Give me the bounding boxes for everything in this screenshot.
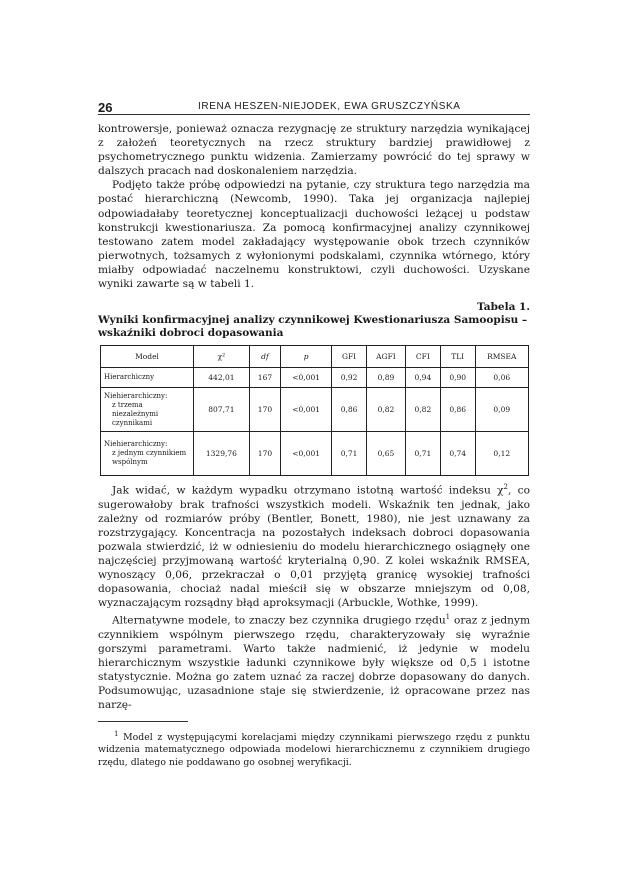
cell-gfi: 0,92 bbox=[332, 368, 367, 388]
footnote bbox=[98, 728, 530, 769]
table-header-row bbox=[101, 346, 529, 368]
paragraph-1: kontrowersje, ponieważ oznacza rezygnację ze struktury narzędzia wynikającej z założeń teoretycznych na rzecz struktury bardziej prawidłowej z psychometrycznego punktu widzenia. Zamierzamy powrócić do tej sprawy w dalszych pracach nad doskonaleniem narzędzia. bbox=[98, 123, 530, 178]
paragraph-4-start: Alternatywne modele, to znaczy bez czynnika drugiego rzędu bbox=[112, 614, 446, 627]
row-model-label bbox=[101, 432, 194, 476]
col-header-p: p bbox=[281, 346, 332, 368]
table-label: Tabela 1. bbox=[476, 301, 530, 313]
cell-tli: 0,90 bbox=[440, 368, 475, 388]
model-name: Hierarchiczny bbox=[104, 373, 155, 381]
model-name: Niehierarchiczny: bbox=[104, 391, 168, 400]
footnote-marker: 1 bbox=[114, 730, 119, 738]
cell-agfi: 0,89 bbox=[366, 368, 405, 388]
cell-rmsea: 0,06 bbox=[475, 368, 528, 388]
cell-gfi: 0,71 bbox=[332, 432, 367, 476]
body-text-top bbox=[98, 122, 530, 291]
cell-chi2: 807,71 bbox=[194, 388, 250, 432]
cell-tli: 0,86 bbox=[440, 388, 475, 432]
cell-gfi: 0,86 bbox=[332, 388, 367, 432]
row-model-label bbox=[101, 368, 194, 388]
col-header-agfi: AGFI bbox=[366, 346, 405, 368]
table-row bbox=[101, 432, 529, 476]
cell-rmsea: 0,09 bbox=[475, 388, 528, 432]
col-header-df: df bbox=[249, 346, 280, 368]
cell-chi2: 442,01 bbox=[194, 368, 250, 388]
table-row bbox=[101, 388, 529, 432]
table-title: Wyniki konfirmacyjnej analizy czynnikowej Kwestionariusza Samoopisu – wskaźniki dobroci dopasowania bbox=[98, 314, 528, 339]
col-header-chi2: χ² bbox=[194, 346, 250, 368]
superscript-2: 2 bbox=[503, 483, 508, 491]
cell-df: 170 bbox=[249, 432, 280, 476]
model-name: Niehierarchiczny: bbox=[104, 440, 168, 448]
col-header-cfi: CFI bbox=[405, 346, 440, 368]
cell-rmsea: 0,12 bbox=[475, 432, 528, 476]
cell-cfi: 0,82 bbox=[405, 388, 440, 432]
col-header-model: Model bbox=[101, 346, 194, 368]
col-header-tli: TLI bbox=[440, 346, 475, 368]
table-row bbox=[101, 368, 529, 388]
cell-agfi: 0,65 bbox=[366, 432, 405, 476]
body-text-bottom bbox=[98, 480, 530, 713]
col-header-gfi: GFI bbox=[332, 346, 367, 368]
cell-agfi: 0,82 bbox=[366, 388, 405, 432]
cell-p: <0,001 bbox=[281, 432, 332, 476]
running-header bbox=[98, 100, 530, 115]
row-model-label bbox=[101, 388, 194, 432]
cell-tli: 0,74 bbox=[440, 432, 475, 476]
paragraph-4 bbox=[98, 610, 530, 712]
cell-cfi: 0,94 bbox=[405, 368, 440, 388]
cell-df: 170 bbox=[249, 388, 280, 432]
cell-p: <0,001 bbox=[281, 388, 332, 432]
fit-indices-table bbox=[100, 345, 529, 476]
col-header-rmsea: RMSEA bbox=[475, 346, 528, 368]
model-subtitle: z trzema niezależnymi czynnikami bbox=[112, 400, 159, 427]
footnote-text: Model z występującymi korelacjami między czynnikami pierwszego rzędu z punktu widzenia matematycznego odpowiada modelowi hierarchicznemu z czynnikiem drugiego rzędu, dlatego nie poddawano go osobnej weryfikacji. bbox=[98, 732, 530, 768]
cell-cfi: 0,71 bbox=[405, 432, 440, 476]
page-number: 26 bbox=[98, 100, 113, 115]
paragraph-3-rest: , co sugerowałoby brak trafności wszystkich modeli. Wskaźnik ten jednak, jako zależny od rozmiarów próby (Bentler, Bonett, 1980), nie jest uznawany za rozstrzygający. Koncentracja na pozostałych indeksach dobroci dopasowania pozwala stwierdzić, iż w odniesieniu do modelu hierarchicznego osiągnęły one najczęściej przyjmowaną wartość kryterialną 0,90. Z kolei wskaźnik RMSEA, wynoszący 0,06, przekraczał o 0,01 przyjętą granicę wysokiej trafności dopasowania, chociaż nadal mieścił się w obszarze mniejszym od 0,08, wyznaczającym rozsądny błąd aproksymacji (Arbuckle, Wothke, 1999). bbox=[98, 484, 530, 610]
paragraph-2: Podjęto także próbę odpowiedzi na pytanie, czy struktura tego narzędzia ma postać hierarchiczną (Newcomb, 1990). Taka jej organizacja najlepiej odpowiadałaby teoretycznej konceptualizacji duchowości leżącej u podstaw konstrukcji kwestionariusza. Za pomocą konfirmacyjnej analizy czynnikowej testowano zatem model zakładający występowanie obok trzech czynników pierwotnych, tożsamych z wyłonionymi podskalami, czynnika wtórnego, który miałby odpowiadać naczelnemu konstruktowi, czyli duchowości. Uzyskane wyniki zawarte są w tabeli 1. bbox=[98, 179, 530, 291]
cell-df: 167 bbox=[249, 368, 280, 388]
cell-chi2: 1329,76 bbox=[194, 432, 250, 476]
running-head-authors: IRENA HESZEN-NIEJODEK, EWA GRUSZCZYŃSKA bbox=[198, 101, 461, 112]
paragraph-4-rest: oraz z jednym czynnikiem wspólnym pierwszego rzędu, charakteryzowały się wyraźnie gorszymi parametrami. Warto także nadmienić, iż jedynie w modelu hierarchicznym wszystkie ładunki czynnikowe były większe od 0,5 i istotne statystycznie. Można go zatem uznać za raczej dobrze dopasowany do danych. Podsumowując, uzasadnione staje się stwierdzenie, iż opracowane przez nas narzę- bbox=[98, 614, 530, 712]
footnote-rule bbox=[98, 721, 188, 722]
paragraph-3-start: Jak widać, w każdym wypadku otrzymano istotną wartość indeksu χ bbox=[112, 484, 504, 497]
paragraph-3 bbox=[98, 480, 530, 610]
cell-p: <0,001 bbox=[281, 368, 332, 388]
footnote-ref-1: 1 bbox=[445, 613, 451, 622]
model-subtitle: z jednym czynnikiem wspólnym bbox=[112, 449, 187, 466]
